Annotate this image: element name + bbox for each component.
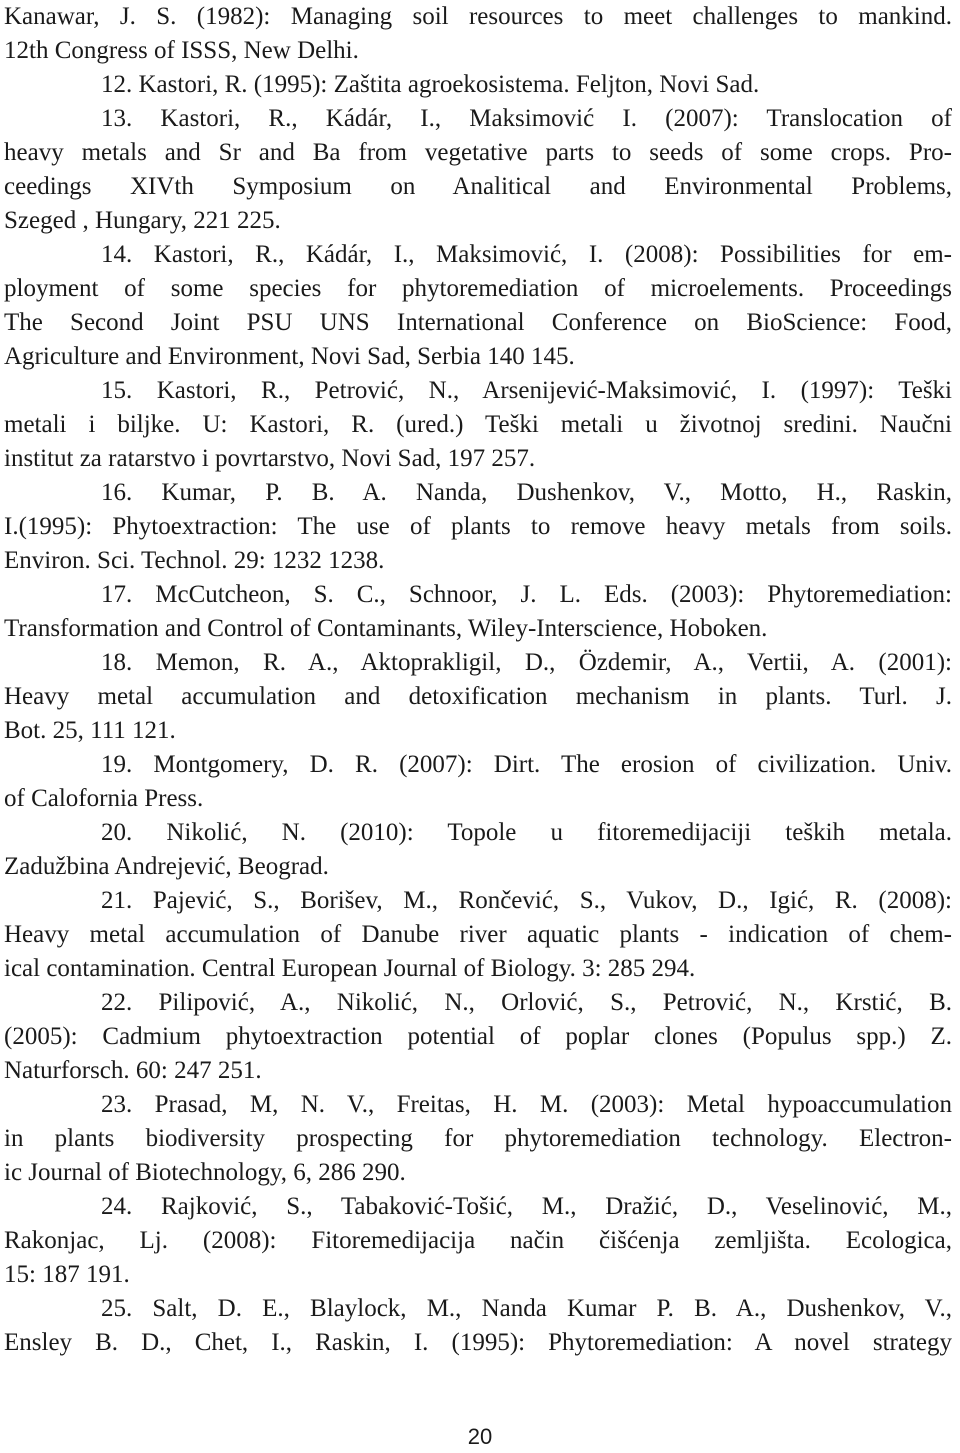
reference-line: Bot. 25, 111 121. bbox=[4, 717, 176, 744]
reference-line: 20. Nikolić, N. (2010): Topole u fitoremedijaciji teških metala. bbox=[101, 819, 952, 846]
reference-line: Szeged , Hungary, 221 225. bbox=[4, 207, 281, 234]
reference-line: 18. Memon, R. A., Aktoprakligil, D., Özdemir, A., Vertii, A. (2001): bbox=[101, 649, 952, 676]
reference-line: The Second Joint PSU UNS International Conference on BioScience: Food, bbox=[4, 309, 952, 336]
reference-line: Agriculture and Environment, Novi Sad, Serbia 140 145. bbox=[4, 343, 575, 370]
reference-line: 17. McCutcheon, S. C., Schnoor, J. L. Eds. (2003): Phytoremediation: bbox=[101, 581, 952, 608]
reference-line: Rakonjac, Lj. (2008): Fitoremedijacija način čišćenja zemljišta. Ecologica, bbox=[4, 1227, 952, 1254]
reference-line: Kanawar, J. S. (1982): Managing soil resources to meet challenges to mankind. bbox=[4, 3, 952, 30]
reference-line: of Calofornia Press. bbox=[4, 785, 204, 812]
reference-line: I.(1995): Phytoextraction: The use of plants to remove heavy metals from soils. bbox=[4, 513, 952, 540]
reference-line: Heavy metal accumulation of Danube river aquatic plants - indication of chem- bbox=[4, 921, 952, 948]
reference-line: 16. Kumar, P. B. A. Nanda, Dushenkov, V., Motto, H., Raskin, bbox=[101, 479, 952, 506]
page-number: 20 bbox=[467, 1424, 493, 1449]
reference-line: Heavy metal accumulation and detoxification mechanism in plants. Turl. J. bbox=[4, 683, 952, 710]
reference-line: 22. Pilipović, A., Nikolić, N., Orlović, S., Petrović, N., Krstić, B. bbox=[101, 989, 952, 1016]
reference-line: Ensley B. D., Chet, I., Raskin, I. (1995): Phytoremediation: A novel strategy bbox=[4, 1329, 952, 1356]
reference-line: ical contamination. Central European Journal of Biology. 3: 285 294. bbox=[4, 955, 696, 982]
reference-line: 23. Prasad, M, N. V., Freitas, H. M. (2003): Metal hypoaccumulation bbox=[101, 1091, 952, 1118]
reference-line: 15: 187 191. bbox=[4, 1261, 130, 1288]
reference-line: Environ. Sci. Technol. 29: 1232 1238. bbox=[4, 547, 385, 574]
reference-line: 12. Kastori, R. (1995): Zaštita agroekosistema. Feljton, Novi Sad. bbox=[101, 71, 760, 98]
reference-line: Naturforsch. 60: 247 251. bbox=[4, 1057, 262, 1084]
reference-line: (2005): Cadmium phytoextraction potential of poplar clones (Populus spp.) Z. bbox=[4, 1023, 952, 1050]
reference-line: ceedings XIVth Symposium on Analitical and Environmental Problems, bbox=[4, 173, 952, 200]
reference-line: 25. Salt, D. E., Blaylock, M., Nanda Kumar P. B. A., Dushenkov, V., bbox=[101, 1295, 952, 1322]
reference-line: in plants biodiversity prospecting for phytoremediation technology. Electron- bbox=[4, 1125, 952, 1152]
reference-line: metali i biljke. U: Kastori, R. (ured.) Teški metali u životnoj sredini. Naučni bbox=[4, 411, 952, 438]
reference-line: institut za ratarstvo i povrtarstvo, Novi Sad, 197 257. bbox=[4, 445, 536, 472]
reference-line: 24. Rajković, S., Tabaković-Tošić, M., Dražić, D., Veselinović, M., bbox=[101, 1193, 952, 1220]
reference-line: heavy metals and Sr and Ba from vegetative parts to seeds of some crops. Pro- bbox=[4, 139, 952, 166]
reference-line: ployment of some species for phytoremediation of microelements. Proceedings bbox=[4, 275, 952, 302]
reference-line: 12th Congress of ISSS, New Delhi. bbox=[4, 37, 359, 64]
reference-line: 13. Kastori, R., Kádár, I., Maksimović I. (2007): Translocation of bbox=[101, 105, 952, 132]
reference-line: 19. Montgomery, D. R. (2007): Dirt. The erosion of civilization. Univ. bbox=[101, 751, 952, 778]
reference-line: 14. Kastori, R., Kádár, I., Maksimović, I. (2008): Possibilities for em- bbox=[101, 241, 952, 268]
reference-line: 15. Kastori, R., Petrović, N., Arsenijević-Maksimović, I. (1997): Teški bbox=[101, 377, 952, 404]
reference-line: Zadužbina Andrejević, Beograd. bbox=[4, 853, 329, 880]
reference-line: Transformation and Control of Contaminants, Wiley-Interscience, Hoboken. bbox=[4, 615, 768, 642]
reference-line: 21. Pajević, S., Borišev, M., Rončević, S., Vukov, D., Igić, R. (2008): bbox=[101, 887, 952, 914]
reference-line: ic Journal of Biotechnology, 6, 286 290. bbox=[4, 1159, 406, 1186]
